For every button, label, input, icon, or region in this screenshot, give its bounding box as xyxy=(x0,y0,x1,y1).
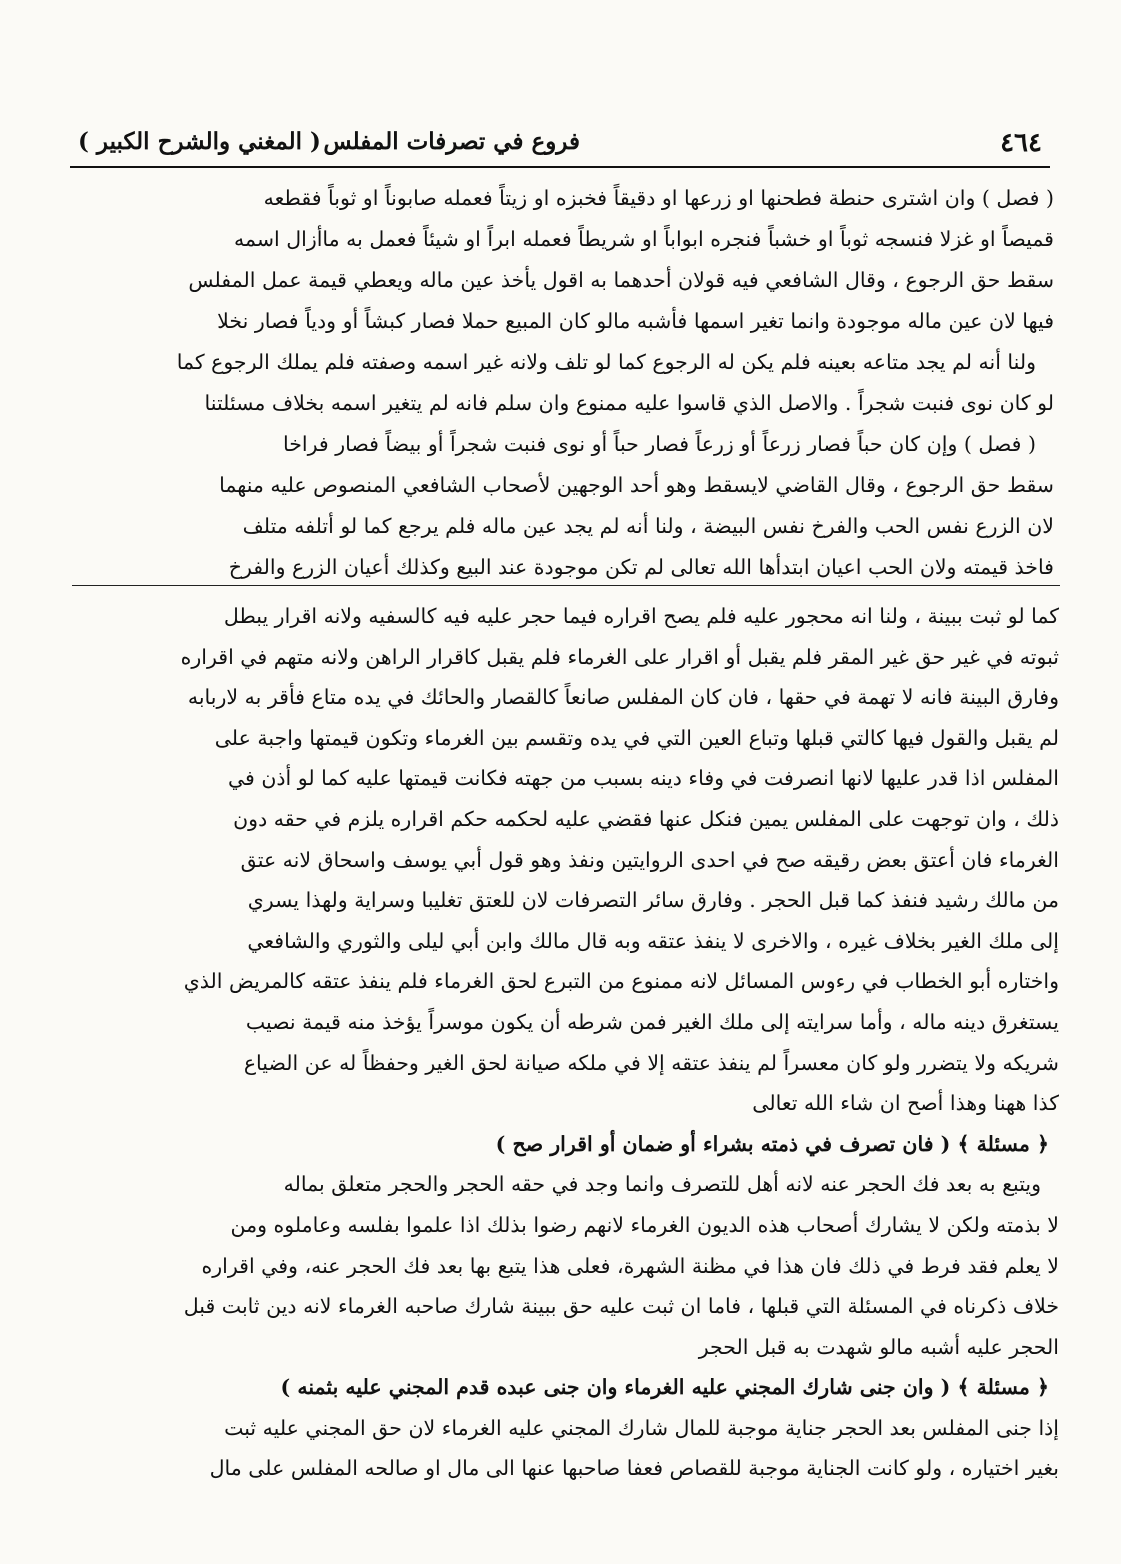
text-line: لو كان نوى فنبت شجراً . والاصل الذي قاسوا عليه ممنوع وان سلم فانه لم يتغير اسمه بخلاف مسئلتنا xyxy=(204,391,1054,415)
text-line: إلى ملك الغير بخلاف غيره ، والاخرى لا ينفذ عتقه وبه قال مالك وابن أبي ليلى والثوري والشافعي xyxy=(247,928,1059,953)
main-text-block xyxy=(74,178,1054,588)
text-line: لان الزرع نفس الحب والفرخ نفس البيضة ، ولنا أنه لم يجد عين ماله فلم يرجع كما لو أتلفه متلف xyxy=(242,514,1054,538)
text-line: المفلس اذا قدر عليها لانها انصرفت في وفاء دينه بسبب من جهته فكانت قيمتها عليه كما لو أذن في xyxy=(227,766,1059,791)
text-line: يستغرق دينه ماله ، وأما سرايته إلى ملك الغير فمن شرطه أن يكون موسراً يؤخذ منه قيمة نصيب xyxy=(245,1009,1059,1034)
book-title: ( المغني والشرح الكبير ) xyxy=(78,128,321,155)
text-line: بغير اختياره ، ولو كانت الجناية موجبة للقصاص فعفا صاحبها عنها الى مال او صالحه المفلس على مال xyxy=(209,1456,1059,1481)
text-line: فاخذ قيمته ولان الحب اعيان ابتدأها الله تعالى لم تكن موجودة عند البيع وكذلك أعيان الزرع والفرخ xyxy=(228,555,1054,579)
text-line: ويتبع به بعد فك الحجر عنه لانه أهل للتصرف وانما وجد في حقه الحجر والحجر متعلق بماله xyxy=(283,1172,1041,1197)
issue-heading: ﴿ مسئلة ﴾ ( فان تصرف في ذمته بشراء أو ضمان أو اقرار صح ) xyxy=(495,1131,1049,1156)
page-number: ٤٦٤ xyxy=(1000,128,1042,158)
text-line: سقط حق الرجوع ، وقال الشافعي فيه قولان أحدهما به اقول يأخذ عين ماله ويعطي قيمة عمل المفلس xyxy=(188,268,1054,292)
text-line: كذا ههنا وهذا أصح ان شاء الله تعالى xyxy=(752,1091,1059,1116)
text-line: ثبوته في غير حق غير المقر فلم يقبل أو اقرار على الغرماء فلم يقبل كاقرار الراهن ولانه متهم في اقراره xyxy=(180,644,1059,669)
text-line: خلاف ذكرناه في المسئلة التي قبلها ، فاما ان ثبت عليه حق ببينة شارك صاحبه الغرماء لانه دين ثابت قبل xyxy=(183,1294,1059,1319)
text-line: إذا جنى المفلس بعد الحجر جناية موجبة للمال شارك المجني عليه الغرماء لان حق المجني عليه ثبت xyxy=(224,1415,1059,1440)
page-header xyxy=(70,126,1050,168)
text-line: الغرماء فان أعتق بعض رقيقه صح في احدى الروايتين ونفذ وهو قول أبي يوسف واسحاق لانه عتق xyxy=(240,847,1059,872)
text-line: قميصاً او غزلا فنسجه ثوباً او خشباً فنجره ابواباً او شريطاً فعمله ابراً او شيئاً فعمل به ماأزال اسمه xyxy=(234,227,1054,251)
issue-heading: ﴿ مسئلة ﴾ ( وان جنى شارك المجني عليه الغرماء وان جنى عبده قدم المجني عليه بثمنه ) xyxy=(280,1375,1049,1400)
text-line: سقط حق الرجوع ، وقال القاضي لايسقط وهو أحد الوجهين لأصحاب الشافعي المنصوص عليه منهما xyxy=(219,473,1054,497)
text-line: ( فصل ) وإن كان حباً فصار زرعاً أو زرعاً فصار حباً أو نوى فنبت شجراً أو بيضاً فصار فراخا xyxy=(282,432,1036,456)
text-line: ولنا أنه لم يجد متاعه بعينه فلم يكن له الرجوع كما لو تلف ولانه غير اسمه وصفته فلم يملك الرجوع كما xyxy=(176,350,1036,374)
text-line: لم يقبل والقول فيها كالتي قبلها وتباع العين التي في يده وتقسم بين الغرماء وتكون قيمتها واجبة على xyxy=(214,725,1059,750)
text-line: ذلك ، وان توجهت على المفلس يمين فنكل عنها فقضي عليه لحكمه حكم اقراره يلزم في حقه دون xyxy=(233,806,1059,831)
section-divider xyxy=(72,585,1060,586)
text-line: لا يعلم فقد فرط في ذلك فان هذا في مظنة الشهرة، فعلى هذا يتبع بها بعد فك الحجر عنه، وفي اقراره xyxy=(201,1253,1059,1278)
text-line: كما لو ثبت ببينة ، ولنا انه محجور عليه فلم يصح اقراره فيما حجر عليه فيه كالسفيه ولانه اقرار يبطل xyxy=(223,604,1059,628)
text-line: ( فصل ) وان اشترى حنطة فطحنها او زرعها او دقيقاً فخبزه او زيتاً فعمله صابوناً او ثوباً فقطعه xyxy=(263,186,1054,210)
text-line: الحجر عليه أشبه مالو شهدت به قبل الحجر xyxy=(698,1334,1059,1359)
text-line: واختاره أبو الخطاب في رءوس المسائل لانه ممنوع من التبرع لحق الغرماء فلم ينفذ عتقه كالمريض الذي xyxy=(183,969,1059,994)
text-line: وفارق البينة فانه لا تهمة في حقها ، فان كان المفلس صانعاً كالقصار والحائك في يده متاع فأقر به لاربابه xyxy=(187,685,1059,710)
text-line: فيها لان عين ماله موجودة وانما تغير اسمها فأشبه مالو كان المبيع حملا فصار كبشاً أو ودياً فصار نخلا xyxy=(217,309,1054,333)
text-line: لا بذمته ولكن لا يشارك أصحاب هذه الديون الغرماء لانهم رضوا بذلك اذا علموا بفلسه وعاملوه ومن xyxy=(230,1212,1059,1237)
text-line: من مالك رشيد فنفذ كما قبل الحجر . وفارق سائر التصرفات لان للعتق تغليبا وسراية ولهذا يسري xyxy=(247,888,1059,913)
running-title: فروع في تصرفات المفلس xyxy=(323,128,580,155)
commentary-text-block xyxy=(74,596,1059,1489)
text-line: شريكه ولا يتضرر ولو كان معسراً لم ينفذ عتقه إلا في ملكه صيانة لحق الغير وحفظاً له عن الضياع xyxy=(243,1050,1059,1075)
